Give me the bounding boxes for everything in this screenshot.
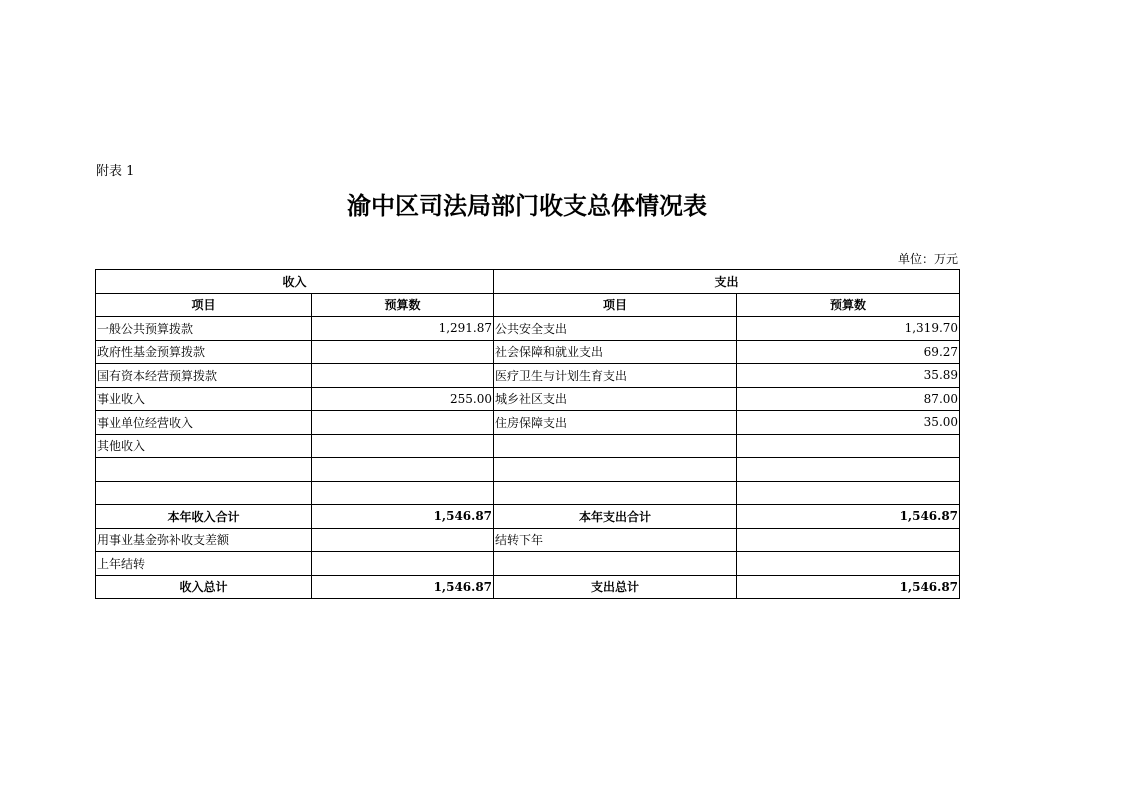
income-item: 用事业基金弥补收支差额 bbox=[96, 528, 312, 552]
table-row bbox=[96, 364, 960, 388]
expense-item bbox=[494, 481, 737, 505]
grand-income-total-value: 1,546.87 bbox=[312, 575, 494, 599]
table-row bbox=[96, 458, 960, 482]
income-item-column-header: 项目 bbox=[96, 293, 312, 317]
year-expense-total-value: 1,546.87 bbox=[737, 505, 960, 529]
income-value bbox=[312, 434, 494, 458]
appendix-label: 附表 1 bbox=[96, 164, 135, 179]
expense-value bbox=[737, 552, 960, 576]
income-budget-column-header: 预算数 bbox=[312, 293, 494, 317]
expense-value: 87.00 bbox=[737, 387, 960, 411]
expense-value: 69.27 bbox=[737, 340, 960, 364]
income-value: 1,291.87 bbox=[312, 317, 494, 341]
income-item bbox=[96, 481, 312, 505]
unit-label: 单位：万元 bbox=[897, 252, 958, 266]
expense-item: 公共安全支出 bbox=[494, 317, 737, 341]
expense-value bbox=[737, 528, 960, 552]
expense-header: 支出 bbox=[494, 270, 960, 294]
income-value bbox=[312, 528, 494, 552]
grand-expense-total-value: 1,546.87 bbox=[737, 575, 960, 599]
income-header: 收入 bbox=[96, 270, 494, 294]
expense-value: 35.00 bbox=[737, 411, 960, 435]
expense-item-column-header: 项目 bbox=[494, 293, 737, 317]
income-item: 一般公共预算拨款 bbox=[96, 317, 312, 341]
expense-value bbox=[737, 458, 960, 482]
table-row bbox=[96, 317, 960, 341]
expense-item: 城乡社区支出 bbox=[494, 387, 737, 411]
grand-expense-total-label: 支出总计 bbox=[494, 575, 737, 599]
expense-item: 社会保障和就业支出 bbox=[494, 340, 737, 364]
expense-value bbox=[737, 434, 960, 458]
expense-item bbox=[494, 434, 737, 458]
income-item: 政府性基金预算拨款 bbox=[96, 340, 312, 364]
budget-table bbox=[95, 269, 960, 599]
table-row bbox=[96, 481, 960, 505]
expense-value bbox=[737, 481, 960, 505]
year-income-total-value: 1,546.87 bbox=[312, 505, 494, 529]
section-header-row bbox=[96, 270, 960, 294]
income-value bbox=[312, 340, 494, 364]
income-item: 国有资本经营预算拨款 bbox=[96, 364, 312, 388]
income-value: 255.00 bbox=[312, 387, 494, 411]
expense-item: 医疗卫生与计划生育支出 bbox=[494, 364, 737, 388]
table-row bbox=[96, 434, 960, 458]
income-item: 事业收入 bbox=[96, 387, 312, 411]
year-total-row bbox=[96, 505, 960, 529]
table-row bbox=[96, 340, 960, 364]
income-value bbox=[312, 364, 494, 388]
income-item: 事业单位经营收入 bbox=[96, 411, 312, 435]
income-value bbox=[312, 552, 494, 576]
grand-income-total-label: 收入总计 bbox=[96, 575, 312, 599]
grand-total-row bbox=[96, 575, 960, 599]
table-row bbox=[96, 528, 960, 552]
expense-value: 35.89 bbox=[737, 364, 960, 388]
income-value bbox=[312, 458, 494, 482]
table-row bbox=[96, 552, 960, 576]
year-income-total-label: 本年收入合计 bbox=[96, 505, 312, 529]
table-row bbox=[96, 387, 960, 411]
table-row bbox=[96, 411, 960, 435]
expense-item: 住房保障支出 bbox=[494, 411, 737, 435]
income-item: 其他收入 bbox=[96, 434, 312, 458]
column-header-row bbox=[96, 293, 960, 317]
income-item: 上年结转 bbox=[96, 552, 312, 576]
expense-value: 1,319.70 bbox=[737, 317, 960, 341]
income-value bbox=[312, 481, 494, 505]
expense-item: 结转下年 bbox=[494, 528, 737, 552]
year-expense-total-label: 本年支出合计 bbox=[494, 505, 737, 529]
expense-item bbox=[494, 458, 737, 482]
income-item bbox=[96, 458, 312, 482]
expense-item bbox=[494, 552, 737, 576]
expense-budget-column-header: 预算数 bbox=[737, 293, 960, 317]
page-title: 渝中区司法局部门收支总体情况表 bbox=[347, 192, 707, 220]
income-value bbox=[312, 411, 494, 435]
